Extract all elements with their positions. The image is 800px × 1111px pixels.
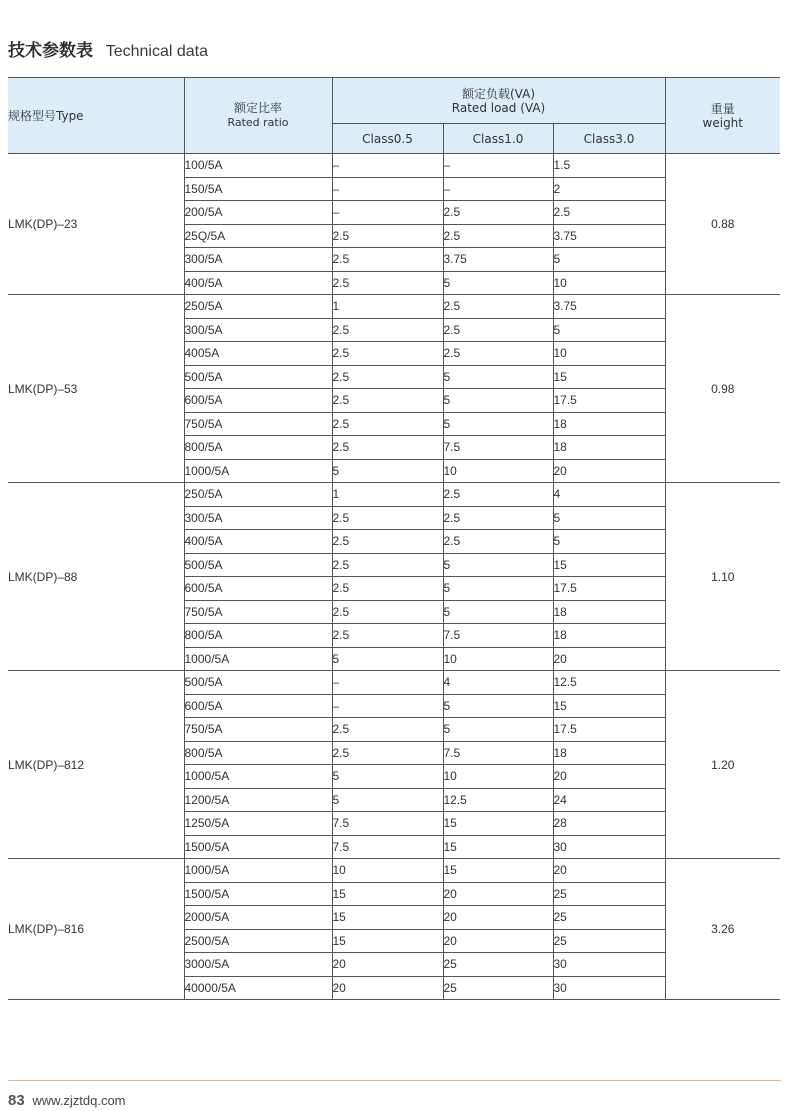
rated-ratio: 800/5A xyxy=(184,624,332,648)
load-class-0-5: 2.5 xyxy=(332,318,443,342)
model-type: LMK(DP)–23 xyxy=(8,154,184,295)
table-row xyxy=(8,859,780,883)
rated-ratio: 1000/5A xyxy=(184,765,332,789)
load-class-1-0: 10 xyxy=(443,765,553,789)
load-class-0-5: 20 xyxy=(332,976,443,1000)
load-class-1-0: 5 xyxy=(443,600,553,624)
load-class-0-5: 10 xyxy=(332,859,443,883)
header-ratio: 额定比率 Rated ratio xyxy=(184,78,332,154)
load-class-1-0: 2.5 xyxy=(443,318,553,342)
footer-divider xyxy=(8,1080,781,1081)
load-class-3-0: 20 xyxy=(553,647,665,671)
header-load: 额定负载(VA) Rated load (VA) xyxy=(332,78,665,124)
load-class-3-0: 17.5 xyxy=(553,389,665,413)
load-class-3-0: 20 xyxy=(553,459,665,483)
load-class-3-0: 20 xyxy=(553,765,665,789)
load-class-1-0: 5 xyxy=(443,412,553,436)
rated-ratio: 3000/5A xyxy=(184,953,332,977)
rated-ratio: 600/5A xyxy=(184,694,332,718)
load-class-1-0: 10 xyxy=(443,459,553,483)
load-class-1-0: 2.5 xyxy=(443,483,553,507)
rated-ratio: 400/5A xyxy=(184,530,332,554)
rated-ratio: 250/5A xyxy=(184,295,332,319)
technical-data-table xyxy=(8,77,780,1000)
load-class-3-0: 5 xyxy=(553,530,665,554)
rated-ratio: 300/5A xyxy=(184,318,332,342)
load-class-1-0: 2.5 xyxy=(443,201,553,225)
rated-ratio: 250/5A xyxy=(184,483,332,507)
load-class-0-5: 2.5 xyxy=(332,389,443,413)
load-class-0-5: 7.5 xyxy=(332,812,443,836)
model-type: LMK(DP)–88 xyxy=(8,483,184,671)
rated-ratio: 800/5A xyxy=(184,741,332,765)
rated-ratio: 1500/5A xyxy=(184,882,332,906)
load-class-1-0: 10 xyxy=(443,647,553,671)
load-class-1-0: 2.5 xyxy=(443,506,553,530)
load-class-1-0: 5 xyxy=(443,577,553,601)
load-class-0-5: 15 xyxy=(332,929,443,953)
load-class-3-0: 25 xyxy=(553,929,665,953)
load-class-0-5: – xyxy=(332,154,443,178)
load-class-0-5: 2.5 xyxy=(332,224,443,248)
load-class-0-5: 15 xyxy=(332,882,443,906)
header-ratio-en: Rated ratio xyxy=(227,116,289,129)
load-class-1-0: 5 xyxy=(443,718,553,742)
rated-ratio: 750/5A xyxy=(184,412,332,436)
load-class-3-0: 17.5 xyxy=(553,718,665,742)
load-class-0-5: 5 xyxy=(332,459,443,483)
load-class-1-0: 20 xyxy=(443,906,553,930)
load-class-1-0: 4 xyxy=(443,671,553,695)
load-class-3-0: 5 xyxy=(553,248,665,272)
footer-url: www.zjztdq.com xyxy=(32,1093,126,1108)
load-class-0-5: 2.5 xyxy=(332,365,443,389)
rated-ratio: 1000/5A xyxy=(184,459,332,483)
load-class-3-0: 12.5 xyxy=(553,671,665,695)
model-type: LMK(DP)–53 xyxy=(8,295,184,483)
title-en: Technical data xyxy=(105,43,209,60)
load-class-3-0: 30 xyxy=(553,976,665,1000)
table-body xyxy=(8,154,780,1000)
load-class-3-0: 4 xyxy=(553,483,665,507)
rated-ratio: 2500/5A xyxy=(184,929,332,953)
load-class-1-0: 2.5 xyxy=(443,224,553,248)
load-class-0-5: 2.5 xyxy=(332,600,443,624)
header-type: 规格型号Type xyxy=(8,78,184,154)
load-class-3-0: 24 xyxy=(553,788,665,812)
load-class-1-0: 5 xyxy=(443,365,553,389)
load-class-0-5: 2.5 xyxy=(332,553,443,577)
load-class-3-0: 3.75 xyxy=(553,295,665,319)
load-class-0-5: 1 xyxy=(332,295,443,319)
load-class-0-5: – xyxy=(332,671,443,695)
load-class-1-0: 7.5 xyxy=(443,436,553,460)
load-class-1-0: 20 xyxy=(443,882,553,906)
footer xyxy=(8,1092,126,1109)
load-class-0-5: 15 xyxy=(332,906,443,930)
load-class-1-0: 5 xyxy=(443,553,553,577)
rated-ratio: 200/5A xyxy=(184,201,332,225)
page-number: 83 xyxy=(8,1092,25,1109)
load-class-1-0: 2.5 xyxy=(443,530,553,554)
load-class-1-0: 5 xyxy=(443,694,553,718)
load-class-3-0: 25 xyxy=(553,882,665,906)
load-class-3-0: 2.5 xyxy=(553,201,665,225)
load-class-3-0: 2 xyxy=(553,177,665,201)
rated-ratio: 800/5A xyxy=(184,436,332,460)
load-class-1-0: 25 xyxy=(443,976,553,1000)
weight-value: 0.88 xyxy=(665,154,780,295)
load-class-1-0: 5 xyxy=(443,271,553,295)
header-class-1-0: Class1.0 xyxy=(443,124,553,154)
load-class-0-5: 2.5 xyxy=(332,530,443,554)
load-class-3-0: 18 xyxy=(553,412,665,436)
load-class-1-0: 20 xyxy=(443,929,553,953)
rated-ratio: 1000/5A xyxy=(184,647,332,671)
load-class-3-0: 15 xyxy=(553,365,665,389)
title-zh: 技术参数表 xyxy=(8,41,93,61)
weight-value: 1.20 xyxy=(665,671,780,859)
table-row xyxy=(8,295,780,319)
load-class-0-5: 5 xyxy=(332,788,443,812)
load-class-3-0: 20 xyxy=(553,859,665,883)
load-class-1-0: – xyxy=(443,177,553,201)
rated-ratio: 500/5A xyxy=(184,365,332,389)
rated-ratio: 25Q/5A xyxy=(184,224,332,248)
header-class-3-0: Class3.0 xyxy=(553,124,665,154)
load-class-0-5: 7.5 xyxy=(332,835,443,859)
load-class-1-0: 15 xyxy=(443,812,553,836)
load-class-3-0: 30 xyxy=(553,953,665,977)
load-class-0-5: – xyxy=(332,201,443,225)
load-class-3-0: 5 xyxy=(553,506,665,530)
load-class-0-5: 5 xyxy=(332,765,443,789)
rated-ratio: 1500/5A xyxy=(184,835,332,859)
rated-ratio: 4005A xyxy=(184,342,332,366)
model-type: LMK(DP)–812 xyxy=(8,671,184,859)
rated-ratio: 750/5A xyxy=(184,718,332,742)
load-class-3-0: 15 xyxy=(553,553,665,577)
rated-ratio: 500/5A xyxy=(184,671,332,695)
load-class-3-0: 17.5 xyxy=(553,577,665,601)
load-class-3-0: 18 xyxy=(553,624,665,648)
load-class-0-5: 1 xyxy=(332,483,443,507)
table-row xyxy=(8,483,780,507)
load-class-0-5: 2.5 xyxy=(332,718,443,742)
rated-ratio: 1200/5A xyxy=(184,788,332,812)
load-class-3-0: 18 xyxy=(553,436,665,460)
load-class-1-0: 5 xyxy=(443,389,553,413)
load-class-0-5: – xyxy=(332,177,443,201)
load-class-0-5: 2.5 xyxy=(332,248,443,272)
rated-ratio: 500/5A xyxy=(184,553,332,577)
load-class-3-0: 28 xyxy=(553,812,665,836)
rated-ratio: 1000/5A xyxy=(184,859,332,883)
load-class-0-5: 2.5 xyxy=(332,577,443,601)
rated-ratio: 300/5A xyxy=(184,248,332,272)
load-class-1-0: 15 xyxy=(443,835,553,859)
load-class-1-0: 12.5 xyxy=(443,788,553,812)
load-class-1-0: 7.5 xyxy=(443,741,553,765)
load-class-1-0: 15 xyxy=(443,859,553,883)
rated-ratio: 40000/5A xyxy=(184,976,332,1000)
load-class-0-5: 2.5 xyxy=(332,412,443,436)
load-class-3-0: 10 xyxy=(553,271,665,295)
load-class-1-0: 3.75 xyxy=(443,248,553,272)
load-class-0-5: 2.5 xyxy=(332,506,443,530)
rated-ratio: 600/5A xyxy=(184,577,332,601)
rated-ratio: 600/5A xyxy=(184,389,332,413)
load-class-0-5: 5 xyxy=(332,647,443,671)
load-class-3-0: 15 xyxy=(553,694,665,718)
load-class-0-5: 2.5 xyxy=(332,342,443,366)
rated-ratio: 100/5A xyxy=(184,154,332,178)
weight-value: 0.98 xyxy=(665,295,780,483)
load-class-3-0: 3.75 xyxy=(553,224,665,248)
rated-ratio: 300/5A xyxy=(184,506,332,530)
rated-ratio: 750/5A xyxy=(184,600,332,624)
load-class-1-0: 2.5 xyxy=(443,342,553,366)
header-weight: 重量 weight xyxy=(665,78,780,154)
load-class-3-0: 5 xyxy=(553,318,665,342)
weight-value: 3.26 xyxy=(665,859,780,1000)
load-class-0-5: 2.5 xyxy=(332,436,443,460)
load-class-0-5: 2.5 xyxy=(332,271,443,295)
load-class-3-0: 18 xyxy=(553,600,665,624)
rated-ratio: 400/5A xyxy=(184,271,332,295)
load-class-1-0: 2.5 xyxy=(443,295,553,319)
load-class-0-5: 2.5 xyxy=(332,624,443,648)
load-class-0-5: 2.5 xyxy=(332,741,443,765)
load-class-3-0: 1.5 xyxy=(553,154,665,178)
table-row xyxy=(8,154,780,178)
load-class-3-0: 10 xyxy=(553,342,665,366)
load-class-3-0: 25 xyxy=(553,906,665,930)
header-class-0-5: Class0.5 xyxy=(332,124,443,154)
load-class-3-0: 30 xyxy=(553,835,665,859)
load-class-1-0: 7.5 xyxy=(443,624,553,648)
load-class-0-5: – xyxy=(332,694,443,718)
rated-ratio: 1250/5A xyxy=(184,812,332,836)
load-class-3-0: 18 xyxy=(553,741,665,765)
weight-value: 1.10 xyxy=(665,483,780,671)
rated-ratio: 150/5A xyxy=(184,177,332,201)
header-load-en: Rated load (VA) xyxy=(451,100,546,115)
model-type: LMK(DP)–816 xyxy=(8,859,184,1000)
load-class-1-0: 25 xyxy=(443,953,553,977)
page-title xyxy=(8,36,208,61)
table-header xyxy=(8,78,780,154)
header-weight-en: weight xyxy=(702,115,743,130)
load-class-1-0: – xyxy=(443,154,553,178)
table-row xyxy=(8,671,780,695)
load-class-0-5: 20 xyxy=(332,953,443,977)
rated-ratio: 2000/5A xyxy=(184,906,332,930)
